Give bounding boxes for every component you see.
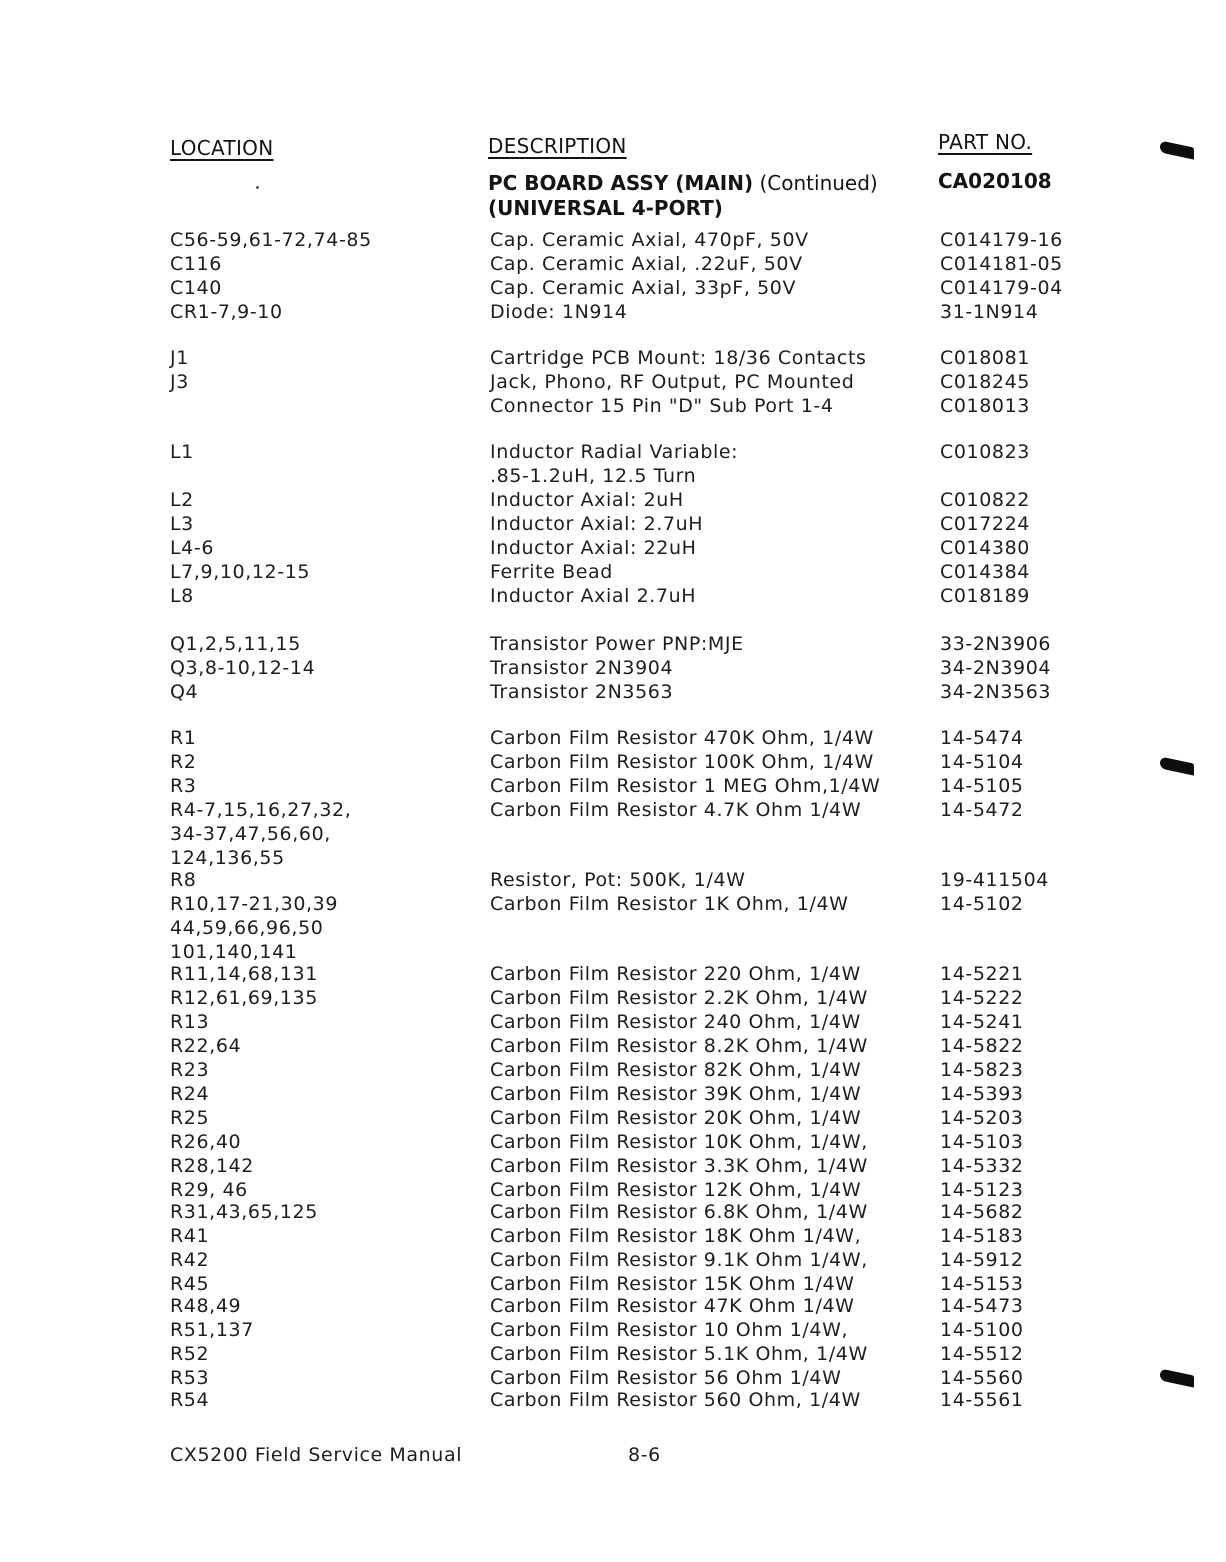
description-cell: Carbon Film Resistor 20K Ohm, 1/4W (490, 1107, 862, 1129)
part-no-cell: C010823 (940, 441, 1030, 463)
part-no-cell: 34-2N3904 (940, 657, 1052, 679)
description-cell: Carbon Film Resistor 47K Ohm 1/4W (490, 1295, 855, 1317)
part-no-cell: 14-5560 (940, 1367, 1024, 1389)
header-location: LOCATION (170, 136, 274, 160)
part-no-cell: 14-5203 (940, 1107, 1024, 1129)
table-row (0, 1034, 1226, 1058)
table-row (0, 986, 1226, 1010)
table-row (0, 916, 1226, 940)
part-no-cell: C018189 (940, 585, 1030, 607)
table-row (0, 1388, 1226, 1412)
location-cell: R25 (170, 1107, 210, 1129)
header-description: DESCRIPTION (488, 134, 627, 158)
part-no-cell: 14-5104 (940, 751, 1024, 773)
location-cell: R8 (170, 869, 197, 891)
table-row (0, 1178, 1226, 1202)
description-cell: Carbon Film Resistor 15K Ohm 1/4W (490, 1273, 855, 1295)
part-no-cell: C014384 (940, 561, 1030, 583)
table-row (0, 774, 1226, 798)
location-cell: L4-6 (170, 537, 215, 559)
table-row (0, 680, 1226, 704)
part-no-cell: 14-5153 (940, 1273, 1024, 1295)
table-row (0, 1294, 1226, 1318)
description-cell: Resistor, Pot: 500K, 1/4W (490, 869, 746, 891)
location-cell: R1 (170, 727, 197, 749)
location-cell: C56-59,61-72,74-85 (170, 229, 372, 251)
location-cell: R52 (170, 1343, 210, 1365)
location-cell: R31,43,65,125 (170, 1201, 318, 1223)
table-row (0, 940, 1226, 964)
table-row (0, 1248, 1226, 1272)
table-row (0, 1342, 1226, 1366)
part-no-cell: 34-2N3563 (940, 681, 1052, 703)
description-cell: Carbon Film Resistor 240 Ohm, 1/4W (490, 1011, 861, 1033)
part-no-cell: 14-5474 (940, 727, 1024, 749)
table-row (0, 1010, 1226, 1034)
table-row (0, 536, 1226, 560)
location-cell: L3 (170, 513, 194, 535)
location-cell: 124,136,55 (170, 847, 285, 869)
part-no-cell: 14-5105 (940, 775, 1024, 797)
part-no-cell: 14-5183 (940, 1225, 1024, 1247)
description-cell: Inductor Radial Variable: (490, 441, 739, 463)
part-no-cell: 19-411504 (940, 869, 1049, 891)
location-cell: 101,140,141 (170, 941, 298, 963)
location-cell: R42 (170, 1249, 210, 1271)
description-cell: Cartridge PCB Mount: 18/36 Contacts (490, 347, 867, 369)
table-row (0, 1224, 1226, 1248)
assembly-subtitle: (UNIVERSAL 4-PORT) (488, 196, 723, 220)
table-row (0, 656, 1226, 680)
description-cell: Carbon Film Resistor 10K Ohm, 1/4W, (490, 1131, 868, 1153)
location-cell: R51,137 (170, 1319, 254, 1341)
location-cell: R10,17-21,30,39 (170, 893, 339, 915)
description-cell: .85-1.2uH, 12.5 Turn (490, 465, 697, 487)
description-cell: Carbon Film Resistor 1K Ohm, 1/4W (490, 893, 849, 915)
table-row (0, 962, 1226, 986)
location-cell: R3 (170, 775, 197, 797)
location-cell: L1 (170, 441, 194, 463)
description-cell: Connector 15 Pin "D" Sub Port 1-4 (490, 395, 834, 417)
location-cell: L8 (170, 585, 194, 607)
part-no-cell: 14-5332 (940, 1155, 1024, 1177)
location-cell: R24 (170, 1083, 210, 1105)
table-row (0, 1200, 1226, 1224)
part-no-cell: 33-2N3906 (940, 633, 1052, 655)
location-cell: 34-37,47,56,60, (170, 823, 331, 845)
table-row (0, 464, 1226, 488)
description-cell: Inductor Axial 2.7uH (490, 585, 697, 607)
part-no-cell: 14-5123 (940, 1179, 1024, 1201)
description-cell: Carbon Film Resistor 5.1K Ohm, 1/4W (490, 1343, 868, 1365)
table-row (0, 846, 1226, 870)
part-no-cell: C014179-04 (940, 277, 1063, 299)
description-cell: Carbon Film Resistor 2.2K Ohm, 1/4W (490, 987, 868, 1009)
part-no-cell: 14-5823 (940, 1059, 1024, 1081)
location-cell: 44,59,66,96,50 (170, 917, 324, 939)
location-cell: R4-7,15,16,27,32, (170, 799, 352, 821)
location-cell: J1 (170, 347, 189, 369)
assembly-part-no: CA020108 (938, 169, 1052, 193)
description-cell: Carbon Film Resistor 560 Ohm, 1/4W (490, 1389, 861, 1411)
location-cell: Q3,8-10,12-14 (170, 657, 316, 679)
table-row (0, 750, 1226, 774)
part-no-cell: 14-5473 (940, 1295, 1024, 1317)
table-row (0, 370, 1226, 394)
table-row (0, 228, 1226, 252)
location-cell: R11,14,68,131 (170, 963, 318, 985)
part-no-cell: 14-5472 (940, 799, 1024, 821)
table-row (0, 1106, 1226, 1130)
header-part-no: PART NO. (938, 130, 1033, 154)
location-cell: C116 (170, 253, 222, 275)
part-no-cell: C018245 (940, 371, 1030, 393)
table-row (0, 1082, 1226, 1106)
location-cell: Q1,2,5,11,15 (170, 633, 301, 655)
description-cell: Carbon Film Resistor 56 Ohm 1/4W (490, 1367, 842, 1389)
location-cell: R22,64 (170, 1035, 242, 1057)
footer-page-number: 8-6 (628, 1444, 661, 1466)
table-row (0, 252, 1226, 276)
description-cell: Carbon Film Resistor 12K Ohm, 1/4W (490, 1179, 862, 1201)
description-cell: Carbon Film Resistor 10 Ohm 1/4W, (490, 1319, 849, 1341)
table-row (0, 822, 1226, 846)
table-row (0, 584, 1226, 608)
location-cell: R13 (170, 1011, 210, 1033)
table-row (0, 1272, 1226, 1296)
location-cell: C140 (170, 277, 222, 299)
part-no-cell: 14-5221 (940, 963, 1024, 985)
table-row (0, 1130, 1226, 1154)
table-row (0, 1318, 1226, 1342)
location-cell: Q4 (170, 681, 199, 703)
table-row (0, 512, 1226, 536)
part-no-cell: 14-5512 (940, 1343, 1024, 1365)
assembly-title (488, 171, 878, 195)
table-row (0, 892, 1226, 916)
location-cell: L7,9,10,12-15 (170, 561, 311, 583)
description-cell: Carbon Film Resistor 39K Ohm, 1/4W (490, 1083, 862, 1105)
part-no-cell: C014179-16 (940, 229, 1063, 251)
description-cell: Cap. Ceramic Axial, .22uF, 50V (490, 253, 803, 275)
location-cell: R48,49 (170, 1295, 242, 1317)
part-no-cell: 31-1N914 (940, 301, 1039, 323)
table-row (0, 560, 1226, 584)
table-row (0, 1154, 1226, 1178)
part-no-cell: 14-5682 (940, 1201, 1024, 1223)
description-cell: Carbon Film Resistor 220 Ohm, 1/4W (490, 963, 861, 985)
table-row (0, 394, 1226, 418)
description-cell: Carbon Film Resistor 3.3K Ohm, 1/4W (490, 1155, 868, 1177)
description-cell: Transistor 2N3563 (490, 681, 674, 703)
location-cell: J3 (170, 371, 189, 393)
description-cell: Transistor Power PNP:MJE (490, 633, 744, 655)
description-cell: Carbon Film Resistor 8.2K Ohm, 1/4W (490, 1035, 868, 1057)
description-cell: Inductor Axial: 2uH (490, 489, 684, 511)
description-cell: Carbon Film Resistor 18K Ohm 1/4W, (490, 1225, 862, 1247)
location-cell: R12,61,69,135 (170, 987, 318, 1009)
part-no-cell: 14-5100 (940, 1319, 1024, 1341)
location-cell: R41 (170, 1225, 210, 1247)
description-cell: Diode: 1N914 (490, 301, 628, 323)
description-cell: Transistor 2N3904 (490, 657, 674, 679)
table-row (0, 726, 1226, 750)
location-cell: R45 (170, 1273, 210, 1295)
part-no-cell: C017224 (940, 513, 1030, 535)
table-row (0, 868, 1226, 892)
part-no-cell: C014380 (940, 537, 1030, 559)
part-no-cell: 14-5561 (940, 1389, 1024, 1411)
description-cell: Cap. Ceramic Axial, 33pF, 50V (490, 277, 797, 299)
location-cell: R2 (170, 751, 197, 773)
footer-manual-title: CX5200 Field Service Manual (170, 1444, 463, 1466)
description-cell: Carbon Film Resistor 1 MEG Ohm,1/4W (490, 775, 881, 797)
table-row (0, 276, 1226, 300)
assembly-title-bold: PC BOARD ASSY (MAIN) (488, 171, 754, 195)
location-cell: R23 (170, 1059, 210, 1081)
part-no-cell: 14-5103 (940, 1131, 1024, 1153)
description-cell: Ferrite Bead (490, 561, 613, 583)
description-cell: Carbon Film Resistor 82K Ohm, 1/4W (490, 1059, 862, 1081)
part-no-cell: C010822 (940, 489, 1030, 511)
description-cell: Inductor Axial: 2.7uH (490, 513, 704, 535)
location-cell: R29, 46 (170, 1179, 248, 1201)
part-no-cell: 14-5822 (940, 1035, 1024, 1057)
part-no-cell: C018013 (940, 395, 1030, 417)
part-no-cell: 14-5102 (940, 893, 1024, 915)
description-cell: Carbon Film Resistor 4.7K Ohm 1/4W (490, 799, 862, 821)
description-cell: Carbon Film Resistor 470K Ohm, 1/4W (490, 727, 874, 749)
table-row (0, 798, 1226, 822)
assembly-title-suffix: (Continued) (753, 171, 878, 195)
part-no-cell: 14-5241 (940, 1011, 1024, 1033)
part-no-cell: 14-5393 (940, 1083, 1024, 1105)
table-row (0, 1366, 1226, 1390)
part-no-cell: C014181-05 (940, 253, 1063, 275)
description-cell: Carbon Film Resistor 100K Ohm, 1/4W (490, 751, 874, 773)
description-cell: Carbon Film Resistor 6.8K Ohm, 1/4W (490, 1201, 868, 1223)
location-cell: R54 (170, 1389, 210, 1411)
table-row (0, 632, 1226, 656)
margin-tab-mark (1160, 140, 1194, 159)
location-cell: R53 (170, 1367, 210, 1389)
table-row (0, 346, 1226, 370)
location-cell: R26,40 (170, 1131, 242, 1153)
location-cell: CR1-7,9-10 (170, 301, 283, 323)
part-no-cell: 14-5912 (940, 1249, 1024, 1271)
location-cell: R28,142 (170, 1155, 254, 1177)
location-cell: L2 (170, 489, 194, 511)
table-row (0, 488, 1226, 512)
table-row (0, 1058, 1226, 1082)
description-cell: Carbon Film Resistor 9.1K Ohm 1/4W, (490, 1249, 868, 1271)
description-cell: Jack, Phono, RF Output, PC Mounted (490, 371, 855, 393)
description-cell: Inductor Axial: 22uH (490, 537, 697, 559)
scan-speck (256, 186, 259, 189)
part-no-cell: C018081 (940, 347, 1030, 369)
description-cell: Cap. Ceramic Axial, 470pF, 50V (490, 229, 809, 251)
table-row (0, 440, 1226, 464)
table-row (0, 300, 1226, 324)
part-no-cell: 14-5222 (940, 987, 1024, 1009)
